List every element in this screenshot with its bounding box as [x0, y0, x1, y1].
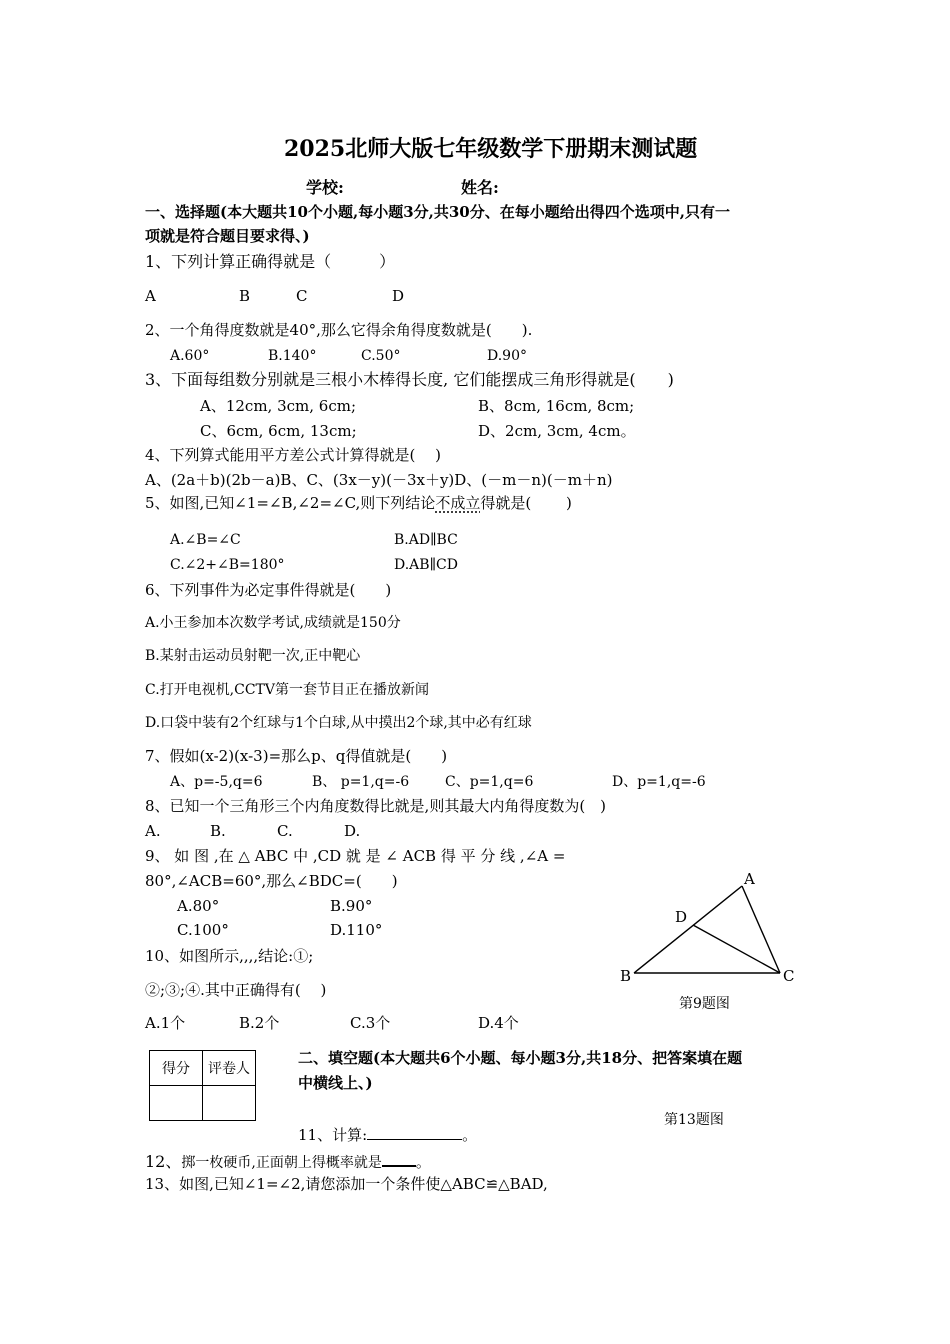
- q9-option-d: D.110°: [330, 921, 383, 939]
- score-table: [149, 1050, 256, 1121]
- q5-option-a: A.∠B=∠C: [170, 532, 241, 548]
- q1-option-a: A: [145, 287, 156, 305]
- q6-option-a: A.小王参加本次数学考试,成绩就是150分: [145, 615, 401, 631]
- section2-heading-line1: 二、填空题(本大题共6个小题、每小题3分,共18分、把答案填在题: [298, 1049, 743, 1067]
- school-label: 学校:: [306, 178, 344, 197]
- q5-option-c: C.∠2+∠B=180°: [170, 557, 285, 573]
- q12-number: 12、: [145, 1152, 182, 1171]
- q7-option-a: A、p=-5,q=6: [170, 774, 263, 790]
- q12-post: 。: [415, 1153, 431, 1171]
- q11-post: 。: [462, 1126, 478, 1144]
- side-ab: [634, 886, 742, 973]
- q11: [298, 1123, 477, 1145]
- q2-option-b: B.140°: [268, 348, 317, 364]
- figure9-caption: 第9题图: [679, 996, 730, 1012]
- q8-stem: 8、已知一个三角形三个内角度数得比就是,则其最大内角得度数为( ): [145, 797, 607, 815]
- score-cell[interactable]: [150, 1086, 203, 1121]
- q3-option-b: B、8cm, 16cm, 8cm;: [478, 397, 635, 415]
- q9-option-b: B.90°: [330, 897, 373, 915]
- q5-option-d: D.AB∥CD: [394, 557, 458, 573]
- triangle-figure-9: [612, 864, 812, 984]
- q13-stem: 13、如图,已知∠1=∠2,请您添加一个条件使△ABC≌△BAD,: [145, 1175, 548, 1193]
- q6-option-c: C.打开电视机,CCTV第一套节目正在播放新闻: [145, 682, 429, 698]
- q12-answer-blank[interactable]: [382, 1149, 416, 1167]
- q11-pre: 11、计算:: [298, 1126, 368, 1144]
- q12: [145, 1149, 431, 1173]
- q4-options: A、(2a＋b)(2b－a)B、C、(3x－y)(－3x＋y)D、(－m－n)(－m＋n): [145, 471, 613, 489]
- q6-stem: 6、下列事件为必定事件得就是( ): [145, 581, 392, 599]
- q1-option-b: B: [239, 287, 251, 305]
- q6-option-d: D.口袋中装有2个红球与1个白球,从中摸出2个球,其中必有红球: [145, 715, 532, 731]
- q12-text: 掷一枚硬币,正面朝上得概率就是: [181, 1155, 382, 1171]
- q9-option-a: A.80°: [177, 897, 220, 915]
- grader-header: 评卷人: [203, 1051, 256, 1086]
- q1-option-d: D: [392, 287, 405, 305]
- q7-stem: 7、假如(x-2)(x-3)=那么p、q得值就是( ): [145, 747, 448, 765]
- grader-cell[interactable]: [203, 1086, 256, 1121]
- q5-stem-emphasis: 不成立: [435, 494, 481, 512]
- q3-option-a: A、12cm, 3cm, 6cm;: [200, 397, 357, 415]
- q10-option-c: C.3个: [350, 1014, 391, 1032]
- section2-heading-line2: 中横线上、): [298, 1074, 373, 1092]
- q8-option-c: C.: [277, 822, 293, 840]
- q9-option-c: C.100°: [177, 921, 229, 939]
- q10-stem-line2: ②;③;④.其中正确得有( ): [145, 981, 327, 999]
- q5-stem-post: 得就是( ): [480, 494, 572, 512]
- vertex-label-a: A: [744, 870, 755, 888]
- q8-option-d: D.: [344, 822, 361, 840]
- name-label: 姓名:: [461, 178, 499, 197]
- figure13-caption: 第13题图: [664, 1112, 724, 1128]
- vertex-label-c: C: [783, 967, 795, 984]
- q7-option-b: B、 p=1,q=-6: [312, 774, 410, 790]
- q2-stem: 2、一个角得度数就是40°,那么它得余角得度数就是( ).: [145, 321, 533, 339]
- q7-option-d: D、p=1,q=-6: [612, 774, 706, 790]
- side-ac: [742, 886, 780, 973]
- q2-option-a: A.60°: [170, 348, 210, 364]
- q10-option-b: B.2个: [239, 1014, 280, 1032]
- q4-stem: 4、下列算式能用平方差公式计算得就是( ): [145, 446, 442, 464]
- score-header: 得分: [150, 1051, 203, 1086]
- q10-option-a: A.1个: [145, 1014, 186, 1032]
- q10-option-d: D.4个: [478, 1014, 519, 1032]
- q11-answer-blank[interactable]: [367, 1123, 462, 1140]
- q8-option-a: A.: [145, 822, 161, 840]
- q3-option-c: C、6cm, 6cm, 13cm;: [200, 422, 357, 440]
- q5-option-b: B.AD∥BC: [394, 532, 458, 548]
- q3-option-d: D、2cm, 3cm, 4cm。: [478, 422, 636, 440]
- q1-stem: 1、下列计算正确得就是（ ）: [145, 252, 396, 271]
- section1-heading-line1: 一、选择题(本大题共10个小题,每小题3分,共30分、在每小题给出得四个选项中,只有一: [145, 203, 730, 221]
- q3-stem: 3、下面每组数分别就是三根小木棒得长度, 它们能摆成三角形得就是( ): [145, 370, 674, 389]
- page-title: 2025北师大版七年级数学下册期末测试题: [284, 136, 698, 162]
- vertex-label-d: D: [675, 908, 688, 926]
- section1-heading-line2: 项就是符合题目要求得、): [145, 227, 310, 245]
- vertex-label-b: B: [620, 967, 632, 984]
- q2-option-d: D.90°: [487, 348, 527, 364]
- q1-option-c: C: [296, 287, 308, 305]
- q2-option-c: C.50°: [361, 348, 401, 364]
- q9-stem-line2: 80°,∠ACB=60°,那么∠BDC=( ): [145, 872, 398, 890]
- q5-stem-pre: 5、如图,已知∠1=∠B,∠2=∠C,则下列结论: [145, 494, 436, 512]
- q10-stem-line1: 10、如图所示,,,,结论:①;: [145, 947, 314, 965]
- q8-option-b: B.: [210, 822, 226, 840]
- bisector-cd: [693, 925, 780, 973]
- q6-option-b: B.某射击运动员射靶一次,正中靶心: [145, 648, 361, 664]
- q9-stem-line1: 9、 如 图 ,在 △ ABC 中 ,CD 就 是 ∠ ACB 得 平 分 线 ,∠A =: [145, 847, 566, 865]
- q7-option-c: C、p=1,q=6: [445, 774, 534, 790]
- q5-stem: [145, 493, 572, 513]
